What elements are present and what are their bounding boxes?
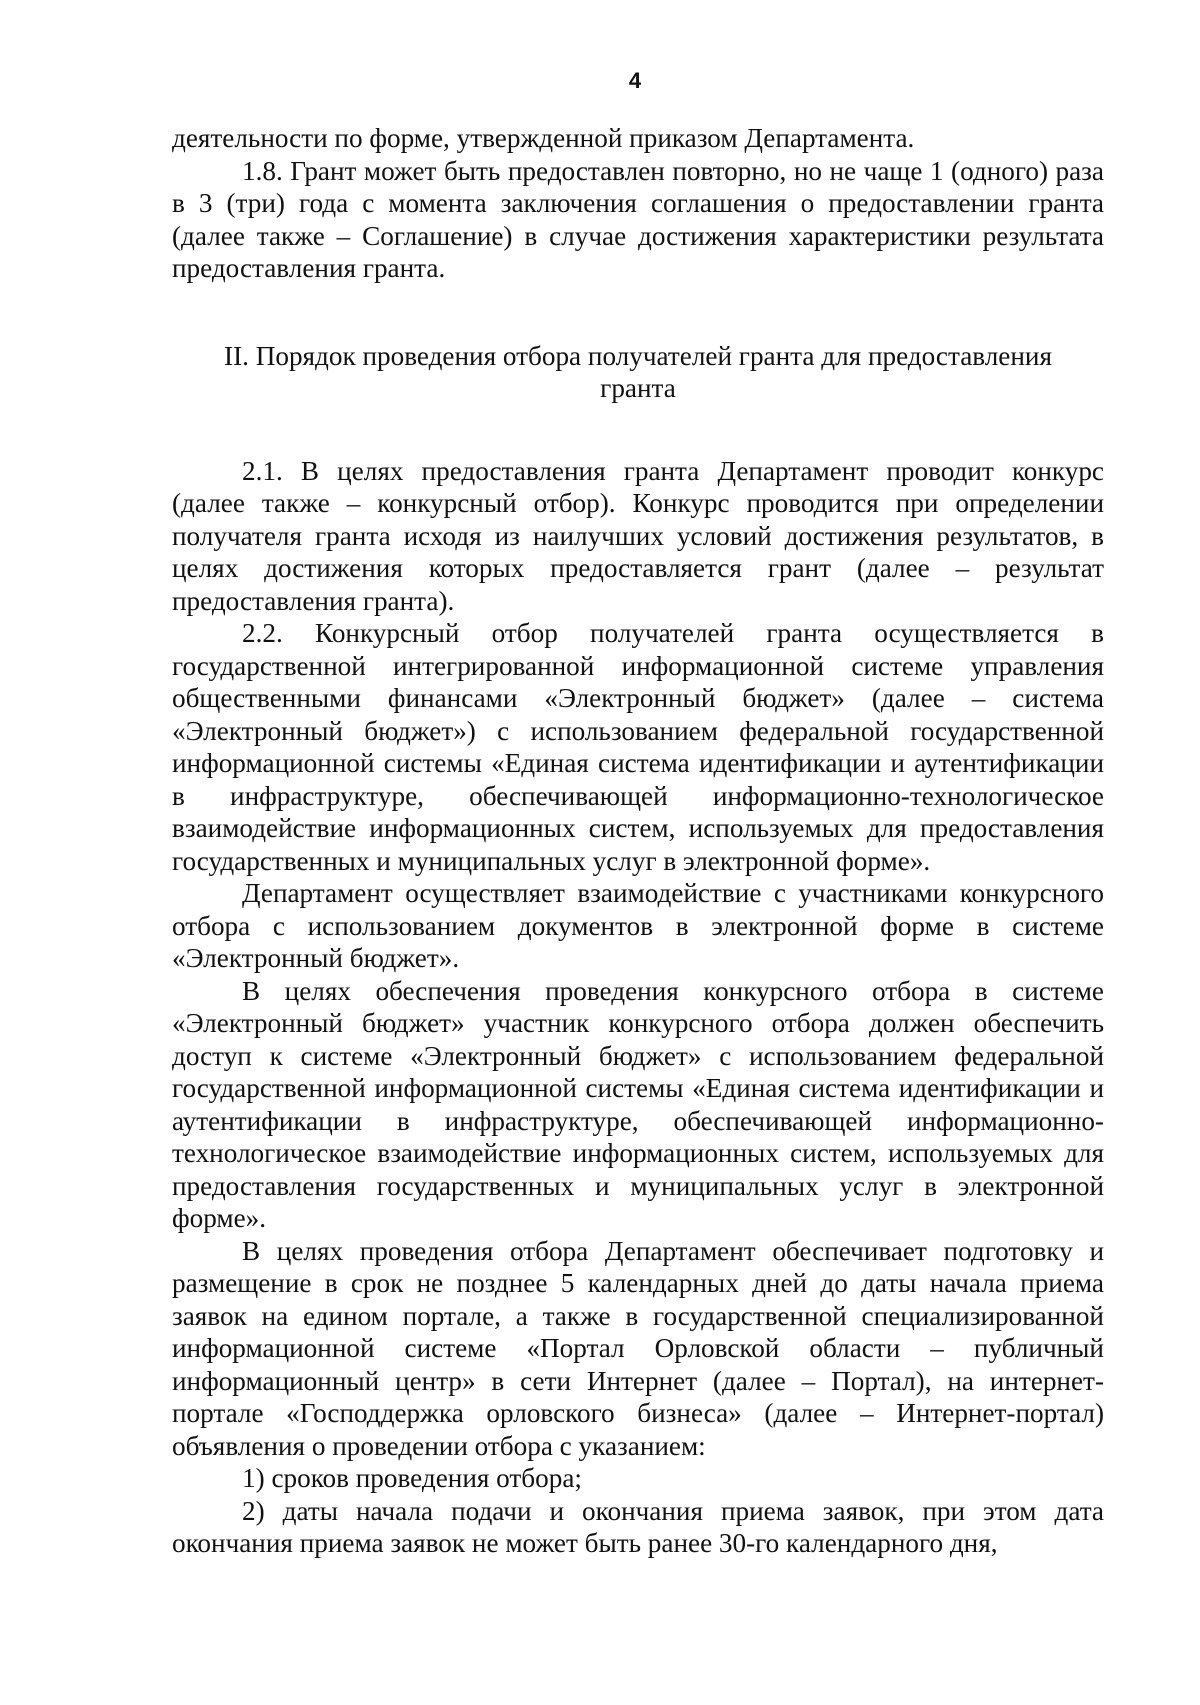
paragraph-2-2: 2.2. Конкурсный отбор получателей гранта осуществляется в государственной интегрированной информационной системе управления общественными финансами «Электронный бюджет» (далее – система «Электронный бюджет») с использованием федеральной государственной информационной системы «Единая система идентификации и аутентификации в инфраструктуре, обеспечивающей информационно-технологическое взаимодействие информационных систем, используемых для предоставления государственных и муниципальных услуг в электронной форме». <box>172 618 1104 876</box>
paragraph-announcement: В целях проведения отбора Департамент обеспечивает подготовку и размещение в срок не позднее 5 календарных дней до даты начала приема заявок на едином портале, а также в государственной специализированной информационной системе «Портал Орловской области – публичный информационный центр» в сети Интернет (далее – Портал), на интернет-портале «Господдержка орловского бизнеса» (далее – Интернет-портал) объявления о проведении отбора с указанием: <box>172 1235 1104 1461</box>
list-item-2: 2) даты начала подачи и окончания приема заявок, при этом дата окончания приема заявок не может быть ранее 30-го календарного дня, <box>172 1495 1104 1558</box>
paragraph-2-1: 2.1. В целях предоставления гранта Департамент проводит конкурс (далее также – конкурсный отбор). Конкурс проводится при определении получателя гранта исходя из наилучших условий достижения результатов, в целях достижения которых предоставляется грант (далее – результат предоставления гранта). <box>172 455 1104 616</box>
paragraph-continuation: деятельности по форме, утвержденной приказом Департамента. <box>172 123 915 153</box>
paragraph-interaction: Департамент осуществляет взаимодействие с участниками конкурсного отбора с использованием документов в электронной форме в системе «Электронный бюджет». <box>172 878 1104 973</box>
page-number: 4 <box>628 68 642 93</box>
list-item-1: 1) сроков проведения отбора; <box>242 1463 582 1493</box>
document-body <box>172 122 1104 1560</box>
spacer <box>172 405 1104 455</box>
spacer <box>172 285 1104 340</box>
paragraph-access: В целях обеспечения проведения конкурсного отбора в системе «Электронный бюджет» участник конкурсного отбора должен обеспечить доступ к системе «Электронный бюджет» с использованием федеральной государственной информационной системы «Единая система идентификации и аутентификации в инфраструктуре, обеспечивающей информационно-технологическое взаимодействие информационных систем, используемых для предоставления государственных и муниципальных услуг в электронной форме». <box>172 975 1104 1233</box>
section-heading: II. Порядок проведения отбора получателей гранта для предоставления гранта <box>224 340 1052 403</box>
paragraph-1-8: 1.8. Грант может быть предоставлен повторно, но не чаще 1 (одного) раза в 3 (три) года с момента заключения соглашения о предоставлении гранта (далее также – Соглашение) в случае достижения характеристики результата предоставления гранта. <box>172 155 1104 283</box>
